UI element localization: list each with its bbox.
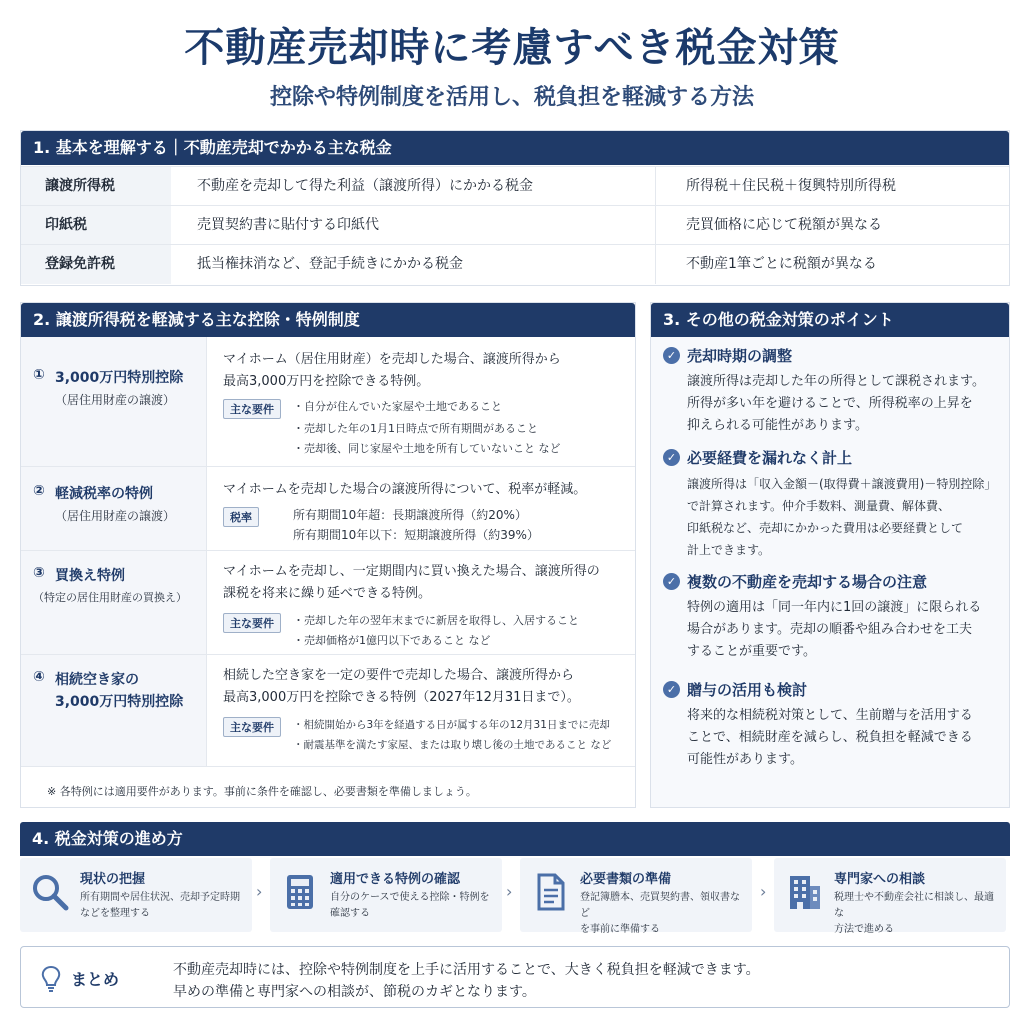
tip-line: 印紙税など、売却にかかった費用は必要経費として [687,521,964,535]
step-line: 方法で進める [834,924,894,935]
tax-note: 売買価格に応じて税額が異なる [655,206,1009,245]
section-deductions [20,302,636,808]
deduction-label-cell [21,467,207,550]
tax-row [21,205,1009,244]
page-title: 不動産売却時に考慮すべき税金対策 [184,25,840,71]
tax-row [21,244,1009,283]
tip-line: 場合があります。売却の順番や組み合わせを工夫 [687,622,972,637]
step-line: 税理士や不動産会社に相談し、最適な [834,892,994,919]
requirement: ・売却価格が1億円以下であること など [293,634,491,647]
requirement: ・売却後、同じ家屋や土地を所有していないこと など [293,442,561,455]
tax-description: 不動産を売却して得た利益（譲渡所得）にかかる税金 [197,178,533,194]
footnote: ※ 各特例には適用要件があります。事前に条件を確認し、必要書類を準備しましょう。 [47,785,477,798]
tip-title: 複数の不動産を売却する場合の注意 [687,573,928,591]
step-line: 登記簿謄本、売買契約書、領収書など [580,892,740,919]
section-other-tips [650,302,1010,808]
tip-item [663,571,1003,671]
summary-box [20,946,1010,1008]
deduction-text: 最高3,000万円を控除できる特例。 [223,374,430,389]
process-step [520,858,752,935]
page-subtitle: 控除や特例制度を活用し、税負担を軽減する方法 [269,85,754,110]
deduction-number: ④ [33,669,45,685]
calculator-icon [280,872,320,912]
magnifier-icon [30,872,70,912]
section-header: 3. その他の税金対策のポイント [651,303,1009,337]
tip-text [687,597,1003,663]
deduction-item [21,655,635,767]
check-icon: ✓ [663,449,680,466]
requirements-tag: 主な要件 [223,717,281,737]
step-title: 専門家への相談 [834,872,926,887]
step-line: などを整理する [80,908,150,919]
tax-description: 抵当権抹消など、登記手続きにかかる税金 [197,256,463,272]
deduction-text: マイホームを売却した場合の譲渡所得について、税率が軽減。 [223,482,587,497]
step-title: 適用できる特例の確認 [330,872,461,887]
requirement: ・自分が住んでいた家屋や土地であること [293,400,502,413]
tip-line: 所得が多い年を避けることで、所得税率の上昇を [687,396,973,411]
deduction-number: ① [33,367,45,383]
requirement: ・耐震基準を満たす家屋、または取り壊し後の土地であること など [293,739,612,751]
tip-text [687,371,1003,437]
step-text [580,890,748,938]
rate-line: 所有期間10年以下：短期譲渡所得（約39%） [293,528,539,542]
tip-line: ことで、相続財産を減らし、税負担を軽減できる [687,730,973,745]
building-icon [784,872,824,912]
tax-row [21,166,1009,205]
requirements-tag: 主な要件 [223,613,281,633]
section-process [20,822,1010,936]
chevron-right-icon: › [760,882,767,901]
tax-name: 登録免許税 [21,245,171,284]
tip-line: 特例の適用は「同一年内に1回の譲渡」に限られる [687,600,982,615]
tip-line: することが重要です。 [687,644,816,659]
step-text [834,890,1002,938]
deduction-text: 最高3,000万円を控除できる特例（2027年12月31日まで）。 [223,690,580,705]
process-step [774,858,1006,935]
lightbulb-icon [39,964,63,992]
deduction-text: マイホームを売却し、一定期間内に買い換えた場合、譲渡所得の [223,564,600,579]
deduction-text: 課税を将来に繰り延べできる特例。 [223,586,432,601]
deduction-text: 相続した空き家を一定の要件で売却した場合、譲渡所得から [223,668,575,683]
tip-title: 売却時期の調整 [687,347,793,365]
deduction-label-cell [21,337,207,466]
tip-title: 贈与の活用も検討 [687,681,808,699]
section-basic-taxes [20,130,1010,286]
tip-line: 可能性があります。 [687,752,803,767]
deduction-subtitle: （居住用財産の譲渡） [55,509,176,523]
tip-line: 計上できます。 [687,543,771,557]
deduction-title: 軽減税率の特例 [55,486,153,502]
rate-line: 所有期間10年超：長期譲渡所得（約20%） [293,508,527,522]
step-text [330,890,498,922]
tax-description: 売買契約書に貼付する印紙代 [197,217,379,233]
step-line: 確認する [330,908,370,919]
tip-line: 将来的な相続税対策として、生前贈与を活用する [687,708,973,723]
deduction-number: ② [33,483,45,499]
step-title: 必要書類の準備 [580,872,672,887]
check-icon: ✓ [663,573,680,590]
process-step [270,858,502,932]
deduction-item [21,551,635,655]
tip-title: 必要経費を漏れなく計上 [687,449,853,467]
summary-label: まとめ [71,970,120,989]
step-title: 現状の把握 [80,872,146,887]
tax-note: 所得税＋住民税＋復興特別所得税 [655,167,1009,206]
deduction-label-cell [21,655,207,766]
document-icon [530,872,570,912]
tip-line: で計算されます。仲介手数料、測量費、解体費、 [687,499,951,513]
chevron-right-icon: › [506,882,513,901]
summary-text: 早めの準備と専門家への相談が、節税のカギとなります。 [173,984,536,1000]
requirements-tag: 主な要件 [223,399,281,419]
step-line: を事前に準備する [580,924,660,935]
chevron-right-icon: › [256,882,263,901]
process-step [20,858,252,932]
deduction-item [21,337,635,467]
tip-line: 譲渡所得は「収入金額－(取得費＋譲渡費用)－特別控除」 [687,477,997,491]
step-line: 自分のケースで使える控除・特例を [330,892,490,903]
deduction-title: 相続空き家の [55,672,139,688]
requirement: ・売却した年の1月1日時点で所有期間があること [293,422,538,435]
deduction-text: マイホーム（居住用財産）を売却した場合、譲渡所得から [223,352,561,367]
summary-text: 不動産売却時には、控除や特例制度を上手に活用することで、大きく税負担を軽減できます。 [173,962,760,978]
section-header: 4. 税金対策の進め方 [20,822,1010,856]
section-header: 2. 譲渡所得税を軽減する主な控除・特例制度 [21,303,635,337]
check-icon: ✓ [663,681,680,698]
requirement: ・相続開始から3年を経過する日が属する年の12月31日までに売却 [293,719,610,731]
section-header: 1. 基本を理解する｜不動産売却でかかる主な税金 [21,131,1009,165]
check-icon: ✓ [663,347,680,364]
tip-text [687,705,1003,771]
requirement: ・売却した年の翌年末までに新居を取得し、入居すること [293,614,579,627]
deduction-number: ③ [33,565,45,581]
deduction-subtitle: （居住用財産の譲渡） [55,393,176,407]
deduction-subtitle: （特定の居住用財産の買換え） [33,591,187,604]
deduction-title-line2: 3,000万円特別控除 [55,694,184,710]
tax-rate-tag: 税率 [223,507,259,527]
step-text [80,890,248,922]
deduction-label-cell [21,551,207,654]
tip-item [663,447,1003,567]
deduction-title: 3,000万円特別控除 [55,370,184,386]
tax-name: 譲渡所得税 [21,167,171,206]
deduction-title: 買換え特例 [55,568,125,584]
tax-name: 印紙税 [21,206,171,245]
tip-line: 抑えられる可能性があります。 [687,418,868,433]
deduction-item [21,467,635,551]
step-line: 所有期間や居住状況、売却予定時期 [80,892,240,903]
tax-note: 不動産1筆ごとに税額が異なる [655,245,1009,284]
tip-line: 譲渡所得は売却した年の所得として課税されます。 [687,374,985,389]
tip-item [663,345,1003,445]
tip-item [663,679,1003,779]
tip-text [687,473,1003,561]
